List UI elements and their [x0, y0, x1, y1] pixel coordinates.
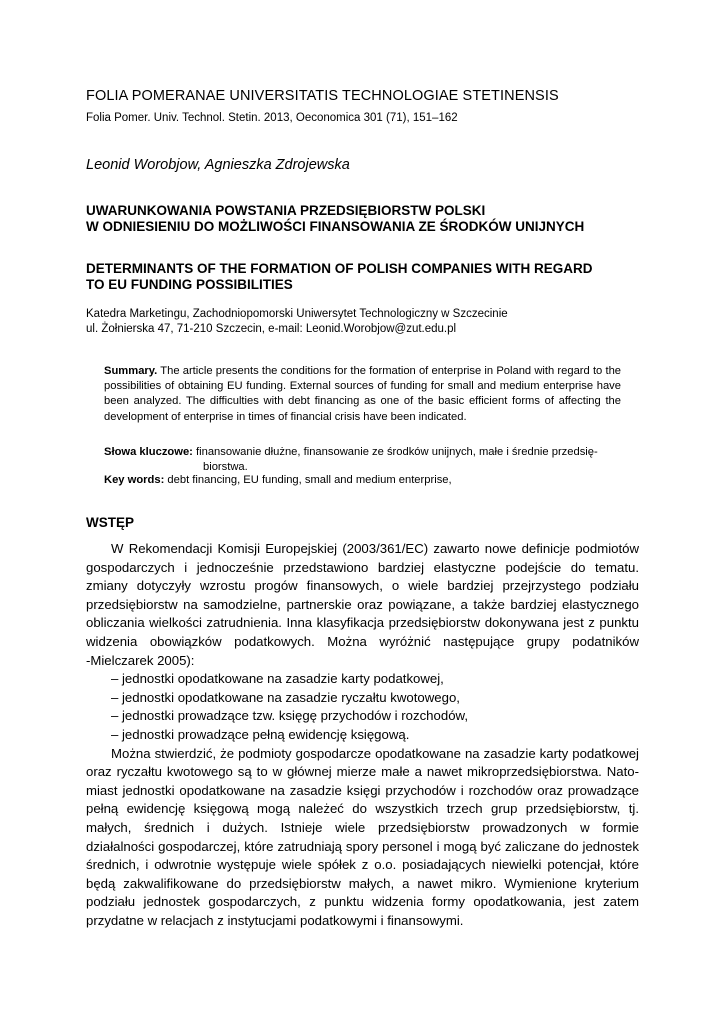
authors: Leonid Worobjow, Agnieszka Zdrojewska — [86, 157, 350, 173]
body-line: W Rekomendacji Komisji Europejskiej (2003/361/EC) zawarto nowe definicje podmiotów — [111, 541, 639, 556]
title-polish-line-1: UWARUNKOWANIA POWSTANIA PRZEDSIĘBIORSTW POLSKI — [86, 203, 486, 218]
body-line: działalności gospodarczej, które zatrudniają spory personel i mogą być zaliczane do jednostek — [86, 838, 639, 854]
list-item: – jednostki prowadzące pełną ewidencję księgową. — [111, 726, 410, 742]
body-line: obliczania wielkości zatrudnienia. Inna klasyfikacja przedsiębiorstw dokonywana jest z punktu — [86, 615, 639, 631]
title-polish — [86, 203, 584, 235]
keywords-polish-text: finansowanie dłużne, finansowanie ze środków unijnych, małe i średnie przedsię- — [196, 446, 598, 458]
title-english-line-2: TO EU FUNDING POSSIBILITIES — [86, 277, 293, 292]
body-line: zmiany dotyczyły wzrostu progów finansowych, o wiele bardziej przejrzystego podziału — [86, 578, 639, 594]
body-line: przydatne w relacjach z instytucjami podatkowymi i finansowymi. — [86, 912, 464, 928]
section-heading: WSTĘP — [86, 515, 135, 530]
keywords-english — [104, 473, 452, 488]
body-line: miast jednostki opodatkowane na zasadzie księgi przychodów i rozchodów oraz prowadzące — [86, 782, 639, 798]
summary — [104, 364, 621, 425]
keywords-english-label: Key words: — [104, 474, 165, 486]
body-line: pełną ewidencję księgową mogą należeć do wszystkich trzech grup przedsiębiorstw, tj. — [86, 801, 639, 817]
title-polish-line-2: W ODNIESIENIU DO MOŻLIWOŚCI FINANSOWANIA ZE ŚRODKÓW UNIJNYCH — [86, 219, 585, 234]
body-line: widzenia obowiązków podatkowych. Można wyróżnić następujące grupy podatników — [86, 633, 639, 649]
body-line: oraz ryczałtu kwotowego są to w głównej mierze małe a nawet mikroprzedsiębiorstwa. Nato- — [86, 764, 639, 780]
title-english-line-1: DETERMINANTS OF THE FORMATION OF POLISH COMPANIES WITH REGARD — [86, 261, 593, 276]
summary-label: Summary. — [104, 365, 158, 377]
journal-title: FOLIA POMERANAE UNIVERSITATIS TECHNOLOGIAE STETINENSIS — [86, 88, 559, 104]
keywords-polish-label: Słowa kluczowe: — [104, 446, 193, 458]
body-text — [86, 540, 639, 930]
body-line: Można stwierdzić, że podmioty gospodarcze opodatkowane na zasadzie karty podatkowej — [111, 745, 639, 761]
keywords-english-text: debt financing, EU funding, small and medium enterprise, — [167, 474, 452, 486]
journal-citation: Folia Pomer. Univ. Technol. Stetin. 2013, Oeconomica 301 (71), 151–162 — [86, 112, 458, 124]
body-line: przedsiębiorstw na samodzielne, partnerskie oraz powiązane, a także bardziej elastycznego — [86, 596, 639, 612]
list-item: – jednostki opodatkowane na zasadzie ryczałtu kwotowego, — [111, 689, 460, 705]
keywords-polish — [104, 445, 598, 460]
keywords-polish-continuation: biorstwa. — [203, 461, 248, 473]
affiliation-line-1: Katedra Marketingu, Zachodniopomorski Uniwersytet Technologiczny w Szczecinie — [86, 308, 508, 320]
body-line: małych, średnich i dużych. Istnieje wiele przedsiębiorstw prowadzonych w formie — [86, 819, 639, 835]
list-item: – jednostki prowadzące tzw. księgę przychodów i rozchodów, — [111, 708, 468, 724]
body-line: będą zakwalifikowane do przedsiębiorstw małych, a nawet mikro. Wymienione kryterium — [86, 875, 639, 891]
body-line: średnich, i odwrotnie występuje wiele spółek z o.o. posiadających niewielki potencjał, które — [86, 857, 639, 873]
summary-text: The article presents the conditions for the formation of enterprise in Poland with regard to the possibilities of obtaining EU funding. External sources of funding for small and medium enterprise have been analyzed. The difficulties with debt financing as one of the basic efficient forms of affecting the development of enterprise in times of financial crisis have been indicated. — [104, 365, 622, 423]
body-line: -Mielczarek 2005): — [86, 652, 195, 668]
body-line: gospodarczych i jednocześnie przedstawiono bardziej elastyczne podejście do tematu. — [86, 559, 639, 575]
body-line: podziału jednostek gospodarczych, z punktu widzenia formy opodatkowania, jest zatem — [86, 894, 639, 910]
list-item: – jednostki opodatkowane na zasadzie karty podatkowej, — [111, 671, 444, 687]
affiliation-line-2: ul. Żołnierska 47, 71-210 Szczecin, e-mail: Leonid.Worobjow@zut.edu.pl — [86, 323, 457, 335]
affiliation — [86, 307, 508, 337]
title-english — [86, 261, 593, 293]
